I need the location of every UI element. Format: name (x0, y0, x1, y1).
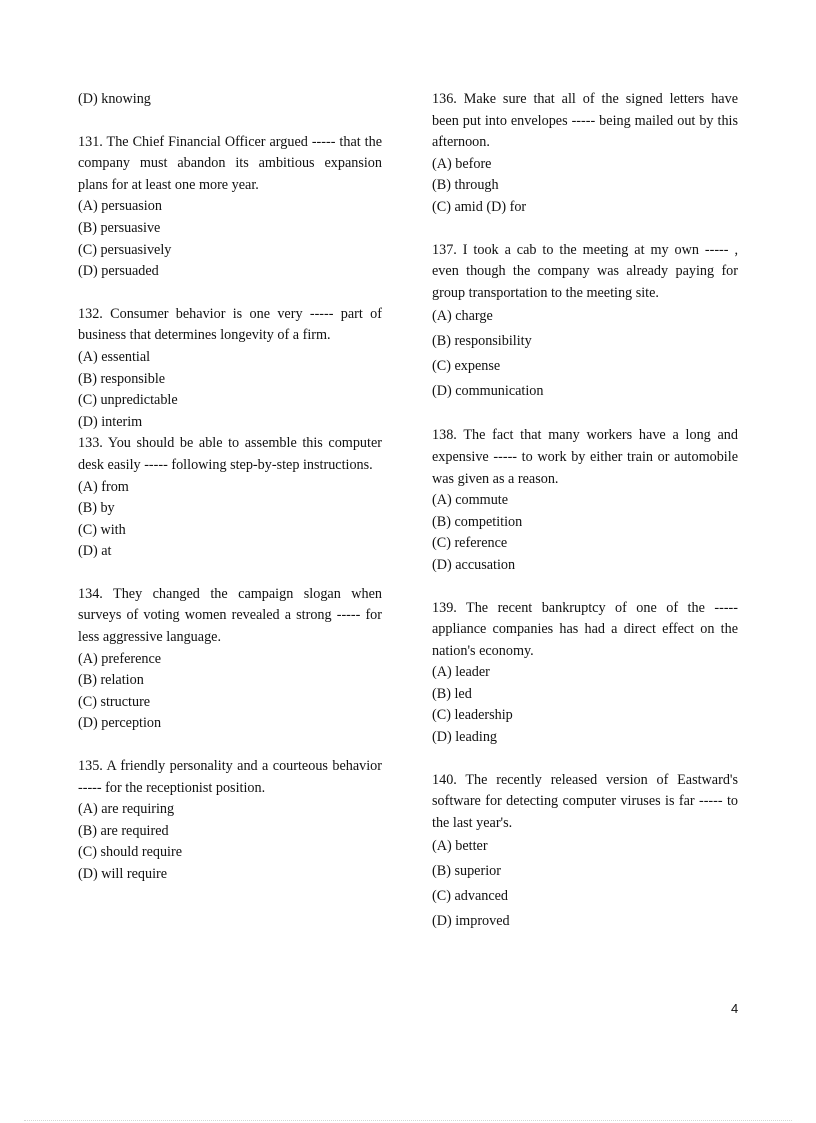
answer-option-d: (D) leading (432, 729, 498, 746)
question-stem: 131. The Chief Financial Officer argued ----- that the company must abandon its ambitious expansion plans for at least one more year. (78, 133, 382, 193)
answer-option-d: (D) will require (78, 866, 168, 882)
question-stem: 134. They changed the campaign slogan when surveys of voting women revealed a strong ----- for less aggressive language. (78, 585, 382, 646)
answer-option-a: (A) from (78, 478, 129, 495)
question-stem: 132. Consumer behavior is one very ----- part of business that determines longevity of a firm. (78, 305, 382, 344)
question-stem: 136. Make sure that all of the signed letters have been put into envelopes ----- being mailed out by this afternoon. (432, 91, 738, 151)
question-140 (432, 770, 738, 935)
question-135 (78, 756, 382, 886)
answer-option-d: (D) interim (78, 413, 143, 430)
answer-option-c: (C) expense (432, 358, 501, 375)
answer-option-a: (A) commute (432, 492, 509, 509)
answer-option-b: (B) through (432, 177, 499, 194)
answer-option-c: (C) persuasively (78, 241, 172, 258)
answer-option-c-d: (C) amid (D) for (432, 198, 527, 215)
right-column (432, 89, 738, 934)
answer-option-b: (B) superior (432, 863, 501, 880)
answer-option-b: (B) persuasive (78, 219, 161, 236)
answer-option-c: (C) leadership (432, 707, 513, 724)
answer-option-c: (C) structure (78, 693, 151, 710)
question-134 (78, 584, 382, 735)
answer-option-c: (C) advanced (432, 888, 509, 905)
question-131 (78, 132, 382, 283)
question-137 (432, 240, 738, 405)
question-133 (78, 433, 382, 563)
answer-option-b: (B) relation (78, 672, 144, 689)
answer-option-a: (A) better (432, 838, 488, 855)
answer-option-a: (A) are requiring (78, 801, 175, 818)
answer-option-b: (B) responsible (78, 370, 166, 387)
question-stem: 137. I took a cab to the meeting at my own ----- , even though the company was already paying for group transportation to the meeting site. (432, 241, 738, 301)
question-stem: 139. The recent bankruptcy of one of the ----- appliance companies has had a direct effect on the nation's economy. (432, 599, 738, 659)
left-column (78, 89, 382, 886)
question-stem: 140. The recently released version of Eastward's software for detecting computer viruses is far ----- to the last year's. (432, 771, 738, 831)
answer-option-b: (B) are required (78, 822, 169, 839)
answer-option-a: (A) essential (78, 348, 151, 365)
question-stem: 133. You should be able to assemble this computer desk easily ----- following step-by-step instructions. (78, 435, 382, 473)
answer-option-c: (C) reference (432, 535, 508, 552)
question-136 (432, 89, 738, 219)
question-stem: 135. A friendly personality and a courteous behavior ----- for the receptionist position. (78, 758, 382, 796)
answer-option-b: (B) responsibility (432, 333, 532, 350)
answer-option-a: (A) preference (78, 650, 162, 667)
answer-option-b: (B) competition (432, 513, 523, 530)
answer-option-a: (A) leader (432, 664, 490, 681)
answer-option-c: (C) should require (78, 844, 183, 861)
page-bottom-divider (24, 1120, 792, 1121)
answer-option-a: (A) before (432, 155, 492, 172)
answer-option-d: (D) accusation (432, 556, 516, 573)
question-139 (432, 598, 738, 749)
answer-option-d: (D) perception (78, 715, 162, 732)
answer-option-d: (D) improved (432, 913, 510, 930)
answer-option-a: (A) charge (432, 308, 493, 325)
answer-option-b: (B) by (78, 500, 115, 517)
question-stem: 138. The fact that many workers have a long and expensive ----- to work by either train or automobile was given as a reason. (432, 427, 738, 487)
answer-option-d: (D) communication (432, 383, 544, 400)
answer-option-c: (C) unpredictable (78, 392, 178, 409)
carryover-option: (D) knowing (78, 91, 151, 107)
answer-option-c: (C) with (78, 521, 126, 538)
answer-option-b: (B) led (432, 685, 472, 702)
answer-option-a: (A) persuasion (78, 198, 162, 215)
question-132 (78, 304, 382, 434)
answer-option-d: (D) at (78, 543, 112, 560)
question-138 (432, 425, 738, 576)
page-number: 4 (731, 1001, 739, 1016)
answer-option-d: (D) persuaded (78, 263, 159, 280)
